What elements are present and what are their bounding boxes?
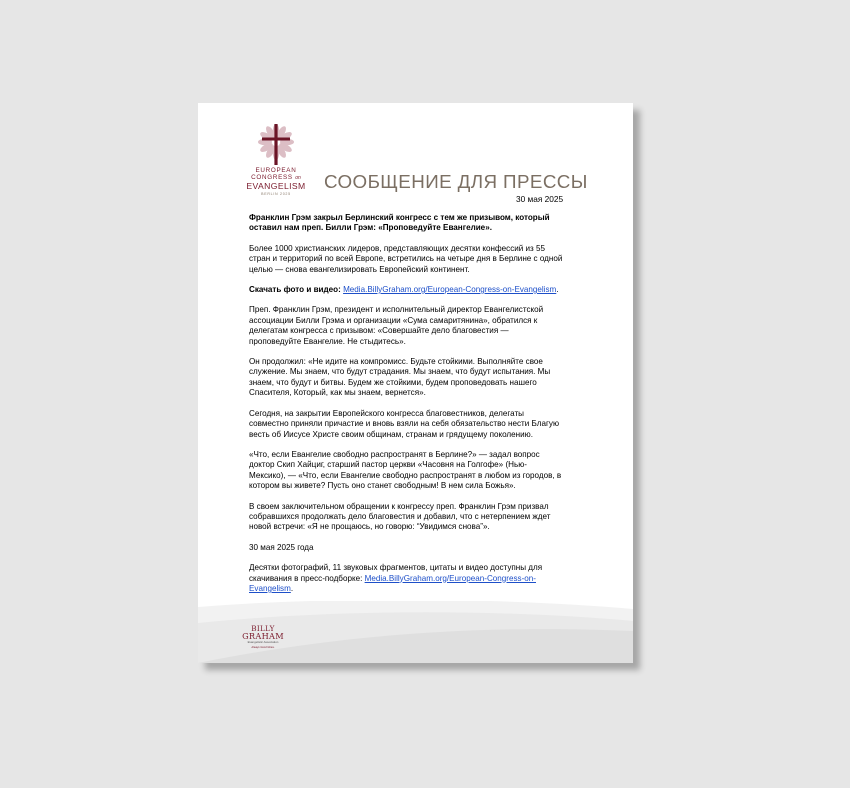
bgea-logo-tagline: Always Good News. — [251, 646, 275, 649]
para4-line-2: доктор Скип Хайциг, старший пастор церкви «Часовня на Голгофе» (Нью- — [249, 460, 527, 470]
logo-european: EUROPEAN — [255, 167, 297, 174]
press-release-page — [198, 103, 633, 663]
logo-berlin: BERLIN 2025 — [261, 192, 291, 196]
graham-quote-paragraph — [249, 305, 583, 347]
intro-line-3: целью — снова евангелизировать Европейский континент. — [249, 264, 470, 274]
para2-line-2: служение. Мы знаем, что будут страдания. Мы знаем, что будут испытания. Мы — [249, 367, 551, 377]
logo-evangelism: EVANGELISM — [246, 181, 306, 191]
bgea-logo-association: Evangelistic Association — [247, 640, 279, 644]
press-kit-paragraph — [249, 563, 583, 594]
date-line: 30 мая 2025 года — [249, 542, 314, 552]
para5-line-1: В своем заключительном обращении к конгрессу преп. Франклин Грэм призвал — [249, 501, 549, 511]
intro-line-1: Более 1000 христианских лидеров, представляющих десятки конфессий из 55 — [249, 243, 546, 253]
congress-cross-emblem-icon — [257, 123, 295, 165]
para1-line-3: делегатам конгресса с призывом: «Совершайте дело благовестия — — [249, 326, 509, 336]
para5-line-2: собравшихся продолжать дело благовестия и добавил, что с нетерпением ждет — [249, 511, 551, 521]
bgea-logo — [240, 625, 286, 649]
press-kit-link-part-2[interactable]: Evangelism — [249, 583, 291, 593]
para1-line-4: проповедуйте Евангелие. Не стыдитесь». — [249, 336, 406, 346]
para2-line-1: Он продолжил: «Не идите на компромисс. Будьте стойкими. Выполняйте свое — [249, 357, 543, 367]
headline — [249, 213, 583, 234]
para3-line-3: весть об Иисусе Христе своим общинам, странам и грядущему поколению. — [249, 429, 533, 439]
headline-line-2: оставил нам преп. Билли Грэм: «Проповедуйте Евангелие». — [249, 223, 492, 233]
heitzig-quote-paragraph — [249, 450, 583, 492]
para4-line-1: «Что, если Евангелие свободно распространят в Берлине?» — задал вопрос — [249, 449, 540, 459]
para4-line-4: котором вы живете? Пусть оно станет свободным! В нем сила Божья». — [249, 481, 516, 491]
bgea-logo-billy: BILLY — [251, 624, 275, 633]
closing-line-1: Десятки фотографий, 11 звуковых фрагментов, цитаты и видео доступны для — [249, 563, 543, 573]
press-release-date: 30 мая 2025 — [516, 194, 564, 204]
press-release-title: СООБЩЕНИЕ ДЛЯ ПРЕССЫ — [324, 171, 588, 192]
para1-line-1: Преп. Франклин Грэм, президент и исполнительный директор Евангелистской — [249, 305, 544, 315]
logo-on: on — [295, 175, 301, 181]
intro-line-2: стран и территорий по всей Европе, встретились на четыре дня в Берлине с одной — [249, 254, 563, 264]
para2-line-3: знаем, что будут и битвы. Будем же стойкими, будем проповедовать нашего — [249, 377, 537, 387]
download-label: Скачать фото и видео: — [249, 285, 341, 295]
logo-congress-word: CONGRESS — [251, 174, 293, 181]
congress-logo-text — [238, 167, 314, 196]
continued-quote-paragraph — [249, 357, 583, 399]
para3-line-1: Сегодня, на закрытии Европейского конгресса благовестников, делегаты — [249, 408, 524, 418]
closing-address-paragraph — [249, 502, 583, 533]
para4-line-3: Мексико), — «Что, если Евангелие свободно распространят в любом из городов, в — [249, 470, 562, 480]
press-release-body — [249, 213, 583, 604]
closing-line-2-text: скачивания в пресс-подборке: — [249, 573, 365, 583]
press-kit-link-part-1[interactable]: Media.BillyGraham.org/European-Congress-on- — [364, 573, 536, 583]
para5-line-3: новой встречи: «Я не прощаюсь, но говорю: “Увидимся снова”». — [249, 522, 490, 532]
para3-line-2: совместно приняли причастие и вновь взяли на себя обязательство нести Благую — [249, 419, 560, 429]
closing-period: . — [290, 583, 294, 593]
para1-line-2: ассоциации Билли Грэма и организации «Сума самаритянина», обратился к — [249, 315, 538, 325]
download-paragraph — [249, 285, 583, 295]
para2-line-4: Спасителя, Который, как мы знаем, вернется». — [249, 388, 426, 398]
media-download-link[interactable]: Media.BillyGraham.org/European-Congress-on-Evangelism — [343, 285, 557, 295]
download-period: . — [556, 285, 559, 295]
headline-line-1: Франклин Грэм закрыл Берлинский конгресс с тем же призывом, который — [249, 213, 550, 222]
intro-paragraph — [249, 244, 583, 275]
communion-paragraph — [249, 409, 583, 440]
bgea-logo-graham: GRAHAM — [242, 631, 284, 641]
